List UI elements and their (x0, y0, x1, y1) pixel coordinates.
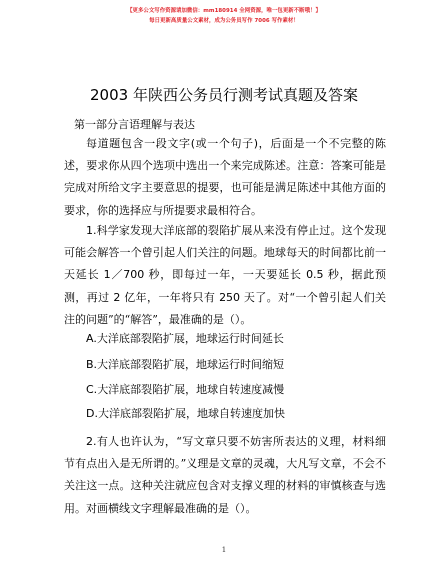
question-1-option-b (86, 356, 284, 372)
instructions-paragraph (64, 133, 386, 222)
question-2-number: 2. (86, 435, 97, 448)
question-1-option-c (86, 381, 284, 397)
option-label: A. (86, 332, 97, 345)
page-number: 1 (221, 546, 227, 554)
question-1-option-a (86, 330, 284, 346)
option-text: 大洋底部裂陷扩展，地球自转速度减慢 (97, 383, 285, 396)
question-1-number: 1. (86, 224, 97, 237)
question-1-text-c: 秒，据此预测，再过 (64, 268, 387, 304)
question-1 (64, 220, 386, 331)
promo-banner-line1: 【更多公文写作资源请加微信：mm180914 全网资源，唯一包更新不断哦！】 (127, 8, 321, 14)
question-1-num-c: 2 (113, 290, 121, 304)
question-1-text-a: 科学家发现大洋底部的裂陷扩展从来没有停止过。这个发现可能会解答一个曾引起人们关注的问题。地球每天的时间都比前一天延长 (64, 224, 386, 282)
option-label: D. (86, 407, 98, 420)
section-heading: 第一部分言语理解与表达 (74, 118, 195, 131)
question-1-option-d (86, 405, 285, 421)
instructions-text-part2: 陈述，要求你从四个选项中选出一个来完成陈述。注意：答案可能是完成对所给文字主要意思的提要，也可能是满足陈述中其他方面的要求，你的选择应与所提要求最相符合。 (64, 137, 386, 217)
question-2 (64, 431, 386, 520)
question-1-num-d: 250 (219, 290, 241, 304)
question-2-text: 有人也许认为，“写文章只要不妨害所表达的义理，材料细节有点出入是无所谓的。”义理是文章的灵魂，大凡写文章，不会不关注这一点。这种关注就应包含对支撑义理的材料的审慎核查与选用。对画横线文字理解最准确的是（）。 (64, 435, 386, 515)
question-1-text-e: 天了。对“一个曾引起人们关注的问题”的“解答”，最准确的是（）。 (64, 290, 386, 326)
instructions-text-part1: 每道题包含一段文字 (86, 137, 191, 150)
option-label: B. (86, 358, 98, 371)
option-label: C. (86, 383, 98, 396)
question-1-num-a: 1／700 (103, 268, 145, 282)
question-1-text-d: 亿年，一年将只有 (120, 290, 220, 304)
instructions-bold-text: (或一个句子)，后面是一个不完整的 (190, 137, 375, 150)
option-text: 大洋底部裂陷扩展，地球运行时间延长 (96, 332, 284, 345)
document-title: 2003 年陕西公务员行测考试真题及答案 (90, 86, 358, 104)
option-text: 大洋底部裂陷扩展，地球运行时间缩短 (97, 358, 285, 371)
option-text: 大洋底部裂陷扩展，地球自转速度加快 (97, 407, 285, 420)
question-1-text-b: 秒，即每过一年，一天要延长 (144, 268, 307, 282)
question-1-num-b: 0.5 (306, 268, 324, 282)
promo-banner-line2: 每日更新高质量公文素材，成为公务员写作 7006 写作素材！ (149, 18, 299, 24)
